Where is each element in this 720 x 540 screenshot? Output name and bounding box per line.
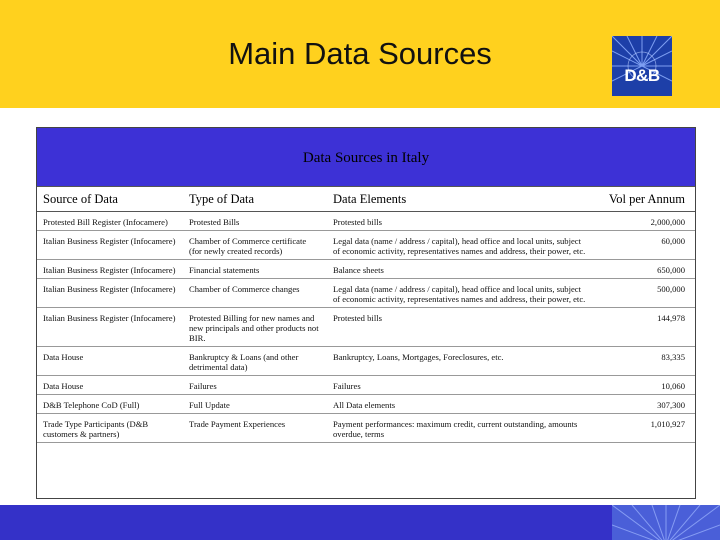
data-sources-table xyxy=(37,186,695,443)
cell-volume: 1,010,927 xyxy=(595,414,695,443)
cell-source: Italian Business Register (Infocamere) xyxy=(37,308,183,347)
panel-header xyxy=(37,128,695,186)
data-sources-panel xyxy=(36,127,696,499)
cell-type: Protested Billing for new names and new principals and other products not BIR. xyxy=(183,308,327,347)
header-elements: Data Elements xyxy=(327,187,595,212)
cell-source: Italian Business Register (Infocamere) xyxy=(37,231,183,260)
cell-source: Italian Business Register (Infocamere) xyxy=(37,279,183,308)
cell-volume: 2,000,000 xyxy=(595,212,695,231)
cell-volume: 144,978 xyxy=(595,308,695,347)
table-row xyxy=(37,395,695,414)
cell-type: Full Update xyxy=(183,395,327,414)
cell-elements: Balance sheets xyxy=(327,260,595,279)
cell-volume: 650,000 xyxy=(595,260,695,279)
table-row xyxy=(37,231,695,260)
cell-source: Italian Business Register (Infocamere) xyxy=(37,260,183,279)
dnb-globe-watermark-icon xyxy=(612,505,720,540)
cell-elements: Legal data (name / address / capital), head office and local units, subject of economic activity, representatives names and address, their power, etc. xyxy=(327,231,595,260)
dnb-logo-icon xyxy=(612,36,672,96)
cell-type: Trade Payment Experiences xyxy=(183,414,327,443)
panel-title: Data Sources in Italy xyxy=(302,150,430,166)
cell-type: Failures xyxy=(183,376,327,395)
table-row xyxy=(37,347,695,376)
cell-elements: All Data elements xyxy=(327,395,595,414)
header-volume: Vol per Annum xyxy=(595,187,695,212)
cell-source: Data House xyxy=(37,376,183,395)
cell-source: D&B Telephone CoD (Full) xyxy=(37,395,183,414)
slide-header xyxy=(0,0,720,108)
footer-rays-icon xyxy=(612,505,720,540)
header-type: Type of Data xyxy=(183,187,327,212)
cell-type: Protested Bills xyxy=(183,212,327,231)
cell-volume: 60,000 xyxy=(595,231,695,260)
cell-type: Financial statements xyxy=(183,260,327,279)
cell-volume: 83,335 xyxy=(595,347,695,376)
table-header-row xyxy=(37,187,695,212)
cell-volume: 500,000 xyxy=(595,279,695,308)
cell-elements: Failures xyxy=(327,376,595,395)
cell-elements: Protested bills xyxy=(327,308,595,347)
table-row xyxy=(37,376,695,395)
table-row xyxy=(37,414,695,443)
cell-type: Chamber of Commerce certificate (for newly created records) xyxy=(183,231,327,260)
cell-source: Data House xyxy=(37,347,183,376)
cell-elements: Payment performances: maximum credit, current outstanding, amounts overdue, terms xyxy=(327,414,595,443)
cell-elements: Protested bills xyxy=(327,212,595,231)
slide-footer xyxy=(0,505,720,540)
header-source: Source of Data xyxy=(37,187,183,212)
cell-type: Bankruptcy & Loans (and other detrimental data) xyxy=(183,347,327,376)
table-row xyxy=(37,279,695,308)
logo-text: D&B xyxy=(624,66,660,85)
cell-volume: 307,300 xyxy=(595,395,695,414)
cell-source: Trade Type Participants (D&B customers & partners) xyxy=(37,414,183,443)
table-row xyxy=(37,212,695,231)
cell-elements: Legal data (name / address / capital), head office and local units, subject of economic activity, representatives names and address, their power, etc. xyxy=(327,279,595,308)
cell-source: Protested Bill Register (Infocamere) xyxy=(37,212,183,231)
table-row xyxy=(37,308,695,347)
cell-type: Chamber of Commerce changes xyxy=(183,279,327,308)
table-row xyxy=(37,260,695,279)
cell-elements: Bankruptcy, Loans, Mortgages, Foreclosures, etc. xyxy=(327,347,595,376)
cell-volume: 10,060 xyxy=(595,376,695,395)
slide-title: Main Data Sources xyxy=(228,36,492,71)
